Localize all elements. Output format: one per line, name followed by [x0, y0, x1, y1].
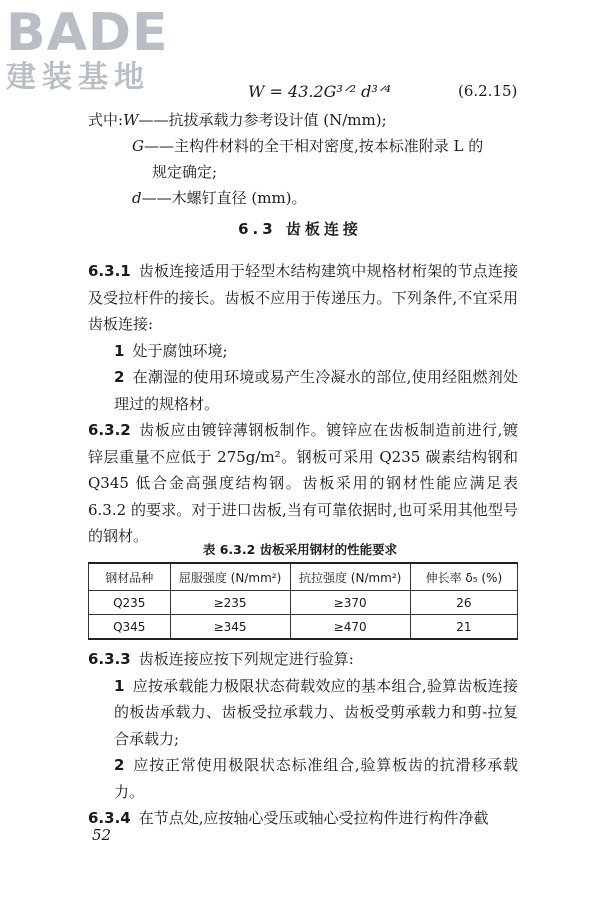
definition-text: ——抗拔承载力参考设计值 (N/mm);	[138, 111, 387, 129]
item-number: 2	[114, 368, 125, 386]
definition-symbol: G	[132, 137, 144, 155]
column-header: 屈服强度 (N/mm²)	[170, 563, 290, 591]
list-item	[88, 364, 518, 417]
item-number: 2	[114, 756, 125, 774]
definition-row	[88, 133, 528, 159]
clause-number: 6.3.3	[88, 650, 131, 668]
table-cell: Q345	[89, 615, 171, 640]
formula-expression: W = 43.2G³ᐟ² d³ᐟ⁴	[248, 82, 391, 101]
watermark-sub: 建装基地	[6, 60, 150, 95]
clause-text: 在节点处,应按轴心受压或轴心受拉构件进行构件净截	[138, 809, 489, 827]
table-row	[89, 591, 518, 615]
column-header: 抗拉强度 (N/mm²)	[290, 563, 410, 591]
clause-number: 6.3.2	[88, 421, 131, 439]
item-number: 1	[114, 341, 125, 360]
table-cell: ≥345	[170, 615, 290, 640]
definition-row	[88, 107, 528, 133]
page-number: 52	[92, 826, 112, 844]
steel-properties-table	[88, 562, 518, 640]
table-cell: 26	[410, 591, 517, 615]
definition-symbol: d	[132, 189, 142, 207]
table-cell: ≥470	[290, 615, 410, 640]
clause-6-3-3	[88, 646, 518, 673]
item-text: 应按承载能力极限状态荷载效应的基本组合,验算齿板连接的板齿承载力、齿板受拉承载力、齿板受剪承载力和剪-拉复合承载力;	[114, 676, 518, 748]
definition-symbol: W	[123, 111, 139, 129]
definition-text: ——主构件材料的全干相对密度,按本标准附录 L 的	[143, 137, 484, 155]
item-text: 处于腐蚀环境;	[132, 341, 228, 360]
list-item	[88, 673, 518, 753]
item-text: 应按正常使用极限状态标准组合,验算板齿的抗滑移承载力。	[114, 756, 518, 801]
clause-text: 齿板连接适用于轻型木结构建筑中规格材桁架的节点连接及受拉杆件的接长。齿板不应用于传递压力。下列条件,不宜采用齿板连接:	[88, 262, 518, 333]
item-text: 在潮湿的使用环境或易产生冷凝水的部位,使用经阻燃剂处理过的规格材。	[114, 368, 518, 413]
clause-text: 齿板连接应按下列规定进行验算:	[138, 650, 354, 668]
table-cell: ≥235	[170, 591, 290, 615]
definition-row	[88, 185, 528, 211]
section-title: 6.3 齿板连接	[238, 220, 362, 238]
table-cell: ≥370	[290, 591, 410, 615]
definition-continuation: 规定确定;	[152, 163, 218, 181]
clause-6-3-1	[88, 258, 518, 338]
formula-number: (6.2.15)	[458, 82, 518, 100]
clauses-block-2	[88, 646, 518, 832]
table-row	[89, 615, 518, 640]
table-cell: Q235	[89, 591, 171, 615]
item-number: 1	[114, 676, 125, 695]
list-item	[88, 752, 518, 805]
table-title: 表 6.3.2 齿板采用钢材的性能要求	[202, 542, 398, 557]
variable-definitions	[88, 107, 528, 211]
column-header: 伸长率 δ₅ (%)	[410, 563, 517, 591]
where-intro: 式中:	[88, 111, 124, 129]
table-cell: 21	[410, 615, 517, 640]
list-item	[88, 338, 518, 365]
definition-text: ——木螺钉直径 (mm)。	[141, 189, 307, 207]
column-header: 钢材品种	[89, 563, 171, 591]
clause-number: 6.3.1	[88, 262, 131, 280]
clauses-block	[88, 258, 518, 550]
clause-6-3-2	[88, 417, 518, 550]
clause-number: 6.3.4	[88, 809, 131, 827]
table-header-row	[89, 563, 518, 591]
clause-text: 齿板应由镀锌薄钢板制作。镀锌应在齿板制造前进行,镀锌层重量不应低于 275g/m²。钢板可采用 Q235 碳素结构钢和 Q345 低合金高强度结构钢。齿板采用的钢材性能应满足表 6.3.2 的要求。对于进口齿板,当有可靠依据时,也可采用其他型号的钢材。	[88, 421, 518, 545]
watermark-logo	[6, 3, 176, 102]
watermark-main: BADE	[6, 3, 169, 63]
clause-6-3-4	[88, 805, 518, 832]
